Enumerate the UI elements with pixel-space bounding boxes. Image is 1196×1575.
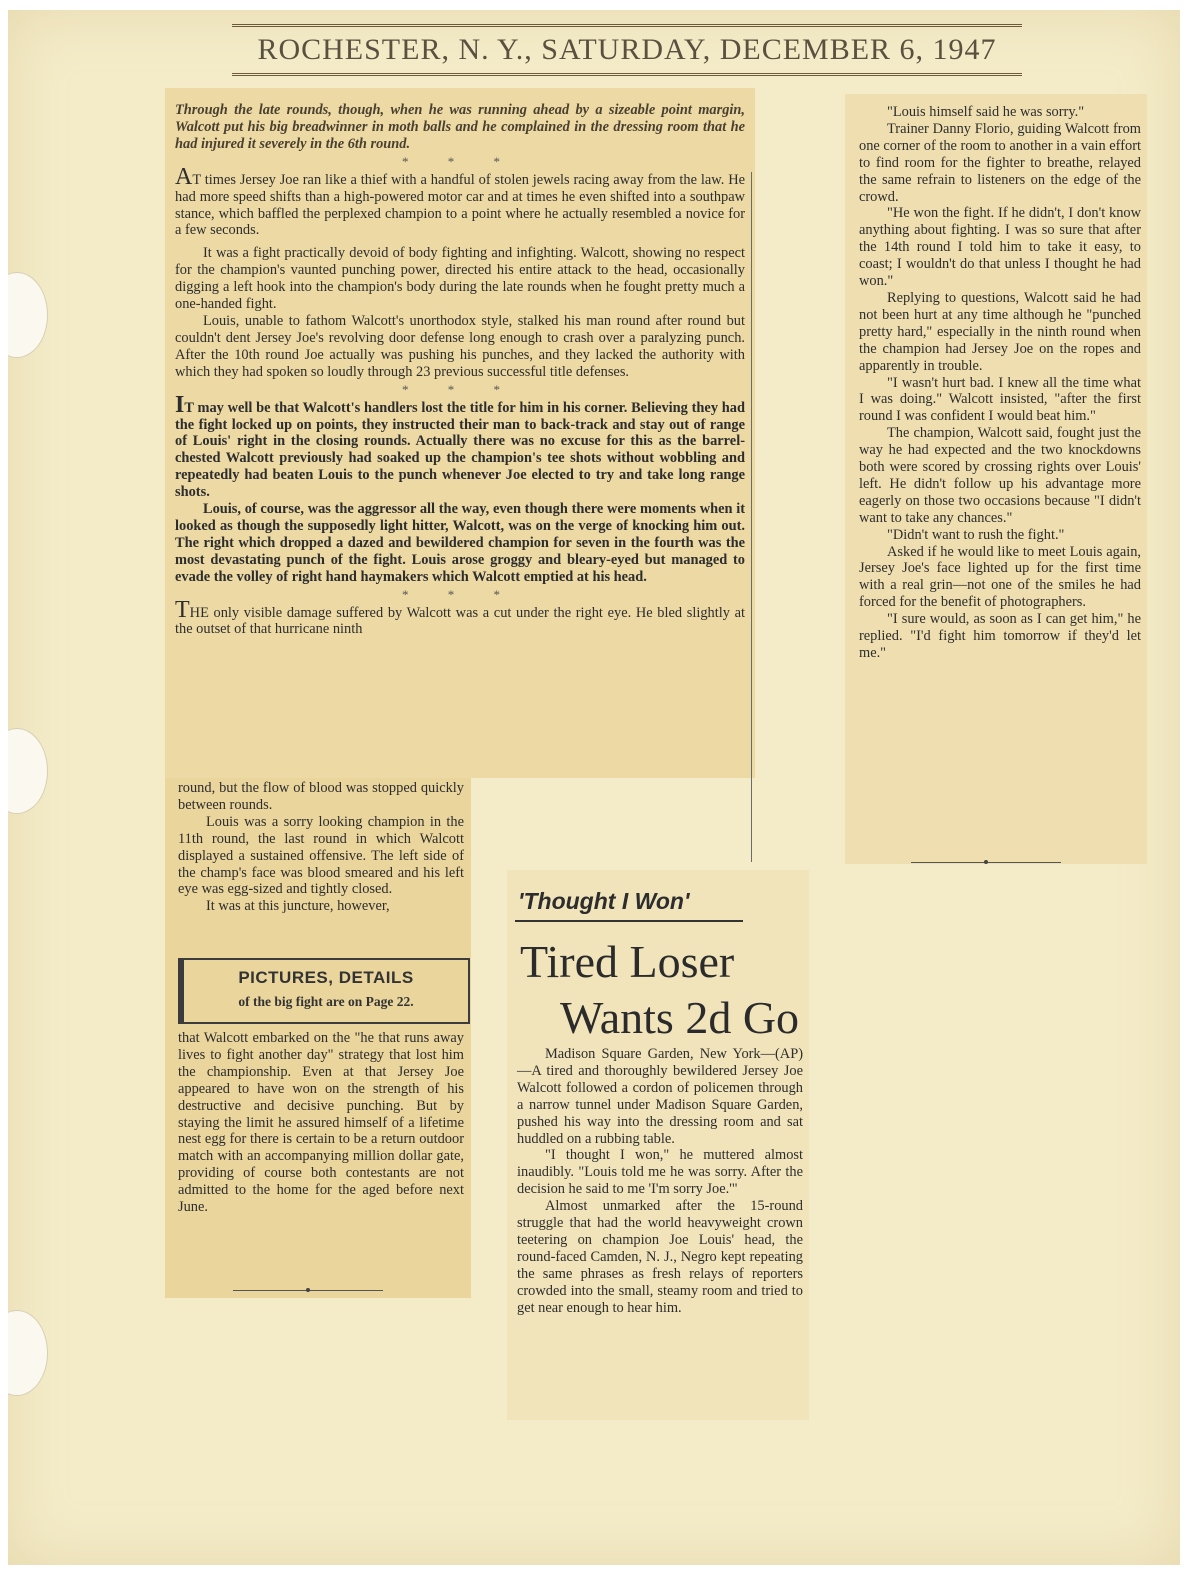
paragraph [175, 163, 745, 240]
paragraph-text: T times Jersey Joe ran like a thief with a handful of stolen jewels racing away from the law. He had more speed shifts than a high-powered motor car and at times he even shifted into a southpaw stance, which baffled the perplexed champion to a point where he actually resembled a novice for a few seconds. [175, 171, 745, 239]
paragraph: It was a fight practically devoid of body fighting and infighting. Walcott, showing no respect for the champion's vaunted punching power, directed his entire attack to the head, occasionally digging a left hook into the champion's body during the late rounds when he fought pretty much a one-handed fight. [175, 245, 745, 313]
paragraph: It was at this juncture, however, [206, 898, 390, 915]
drop-cap: T [175, 596, 190, 623]
binder-hole [8, 272, 48, 358]
end-dot [984, 860, 988, 864]
kicker-headline: 'Thought I Won' [518, 888, 690, 914]
kicker-rule [515, 920, 743, 922]
paragraph: The champion, Walcott said, fought just the way he had expected and the two knockdowns both were scored by crossing rights over Louis' left. He didn't follow up his advantage more eagerly on those two occasions because "I didn't want to take any chances." [859, 425, 1141, 526]
paragraph: Madison Square Garden, New York—(AP)—A tired and thoroughly bewildered Jersey Joe Walcott followed a cordon of policemen through a narrow tunnel under Madison Square Garden, pushed his way into the dressing room and sat huddled on a rubbing table. [517, 1046, 803, 1147]
paragraph: Asked if he would like to meet Louis again, Jersey Joe's face lighted up for the first time with a real grin—not one of the smiles he had forced for the benefit of photographers. [859, 543, 1141, 611]
paragraph [175, 391, 745, 501]
lead-paragraph: Through the late rounds, though, when he was running ahead by a sizeable point margin, Walcott put his big breadwinner in moth balls and he complained in the dressing room that he had injured it severely in the 6th round. [175, 102, 745, 152]
separator-stars: * * * [402, 381, 518, 397]
paragraph: Replying to questions, Walcott said he had not been hurt at any time although he "punched pretty hard," especially in the ninth round when the champion had Jersey Joe on the ropes and apparently in trouble. [859, 289, 1141, 374]
paragraph: that Walcott embarked on the "he that runs away lives to fight another day" strategy that lost him the championship. Even at that Jersey Joe appeared to have won on the strength of his destructive and decisive punching. But by staying the limit he assured himself of a lifetime nest egg for there is certain to be a return outdoor match with an accompanying million dollar gate, providing of course both contestants are not admitted to the home for the aged before next June. [178, 1030, 464, 1216]
cross-reference-subtitle: of the big fight are on Page 22. [238, 994, 414, 1009]
column-rule [751, 172, 752, 862]
paragraph: "He won the fight. If he didn't, I don't know anything about fighting. I was so sure that after the 14th round I told him to take it easy, to coast; I wouldn't do that unless I thought he had won." [859, 205, 1141, 290]
paragraph: "I sure would, as soon as I can get him," he replied. "I'd fight him tomorrow if they'd let me." [859, 611, 1141, 661]
newspaper-masthead: ROCHESTER, N. Y., SATURDAY, DECEMBER 6, 1947 [232, 24, 1022, 76]
cross-reference-box [178, 958, 470, 1024]
paragraph: "I thought I won," he muttered almost inaudibly. "Louis told me he was sorry. After the decision he said to me 'I'm sorry Joe.'" [517, 1147, 803, 1198]
paragraph: "I wasn't hurt bad. I knew all the time what I was doing." Walcott insisted, "after the first round I was confident I would beat him." [859, 374, 1141, 425]
article-text [859, 104, 1141, 662]
paragraph: "Didn't want to rush the fight." [887, 526, 1065, 543]
paragraph-text: HE only visible damage suffered by Walcott was a cut under the right eye. He bled slightly at the outset of that hurricane ninth [175, 604, 745, 638]
clipping-continuation [165, 778, 471, 1298]
separator-stars: * * * [402, 586, 518, 602]
article-text [517, 1046, 803, 1317]
paragraph: Louis, unable to fathom Walcott's unorthodox style, stalked his man round after round but couldn't dent Jersey Joe's revolving door defense long enough to crash over a paralyzing punch. After the 10th round Joe actually was pushing his punches, and they lacked the authority with which they had spoken so loudly through 23 previous successful title defenses. [175, 312, 745, 380]
article-text [175, 102, 745, 638]
end-dot [306, 1288, 310, 1292]
paragraph: round, but the flow of blood was stopped quickly between rounds. [178, 780, 464, 813]
paragraph: Trainer Danny Florio, guiding Walcott from one corner of the room to another in a vain effort to find room for the fighter to breathe, relayed the same refrain to listeners on the edge of the crowd. [859, 120, 1141, 205]
paragraph [175, 596, 745, 639]
paragraph: Louis was a sorry looking champion in the 11th round, the last round in which Walcott displayed a sustained offensive. The left side of the champ's face was blood smeared and his left eye was egg-sized and tightly closed. [178, 813, 464, 898]
drop-cap: A [175, 163, 193, 190]
paragraph-text: T may well be that Walcott's handlers lost the title for him in his corner. Believing they had the fight locked up on points, they instructed their man to back-track and stay out of range of Louis' right in the closing rounds. Actually there was no excuse for this as the barrel-chested Walcott previously had soaked up the champion's tee shots without wobbling and repeatedly had beaten Louis to the punch whenever Joe elected to try and take long range shots. [175, 399, 745, 501]
binder-hole [8, 1310, 48, 1396]
headline-line-1: Tired Loser [520, 936, 735, 987]
binder-hole [8, 728, 48, 814]
clipping-main-column [165, 88, 755, 778]
headline-line-2: Wants 2d Go [560, 992, 800, 1043]
paragraph: Louis, of course, was the aggressor all the way, even though there were moments when it looked as though the supposedly light hitter, Walcott, was on the verge of knocking him out. The right which dropped a dazed and bewildered champion for seven in the fourth was the most devastating punch of the fight. Louis arose groggy and bleary-eyed but managed to evade the volley of right hand haymakers which Walcott emptied at his head. [175, 501, 745, 585]
drop-cap: I [175, 391, 185, 418]
paragraph: "Louis himself said he was sorry." [887, 104, 1085, 120]
separator-stars: * * * [402, 153, 518, 169]
clipping-right-column [845, 94, 1147, 864]
article-text [178, 1030, 464, 1216]
paragraph: Almost unmarked after the 15-round struggle that had the world heavyweight crown teetering on champion Joe Louis' head, the round-faced Camden, N. J., Negro kept repeating the same phrases as fresh relays of reporters crowded into the small, steamy room and tried to get near enough to hear him. [517, 1198, 803, 1316]
article-text [178, 780, 464, 915]
cross-reference-title: PICTURES, DETAILS [238, 968, 414, 987]
